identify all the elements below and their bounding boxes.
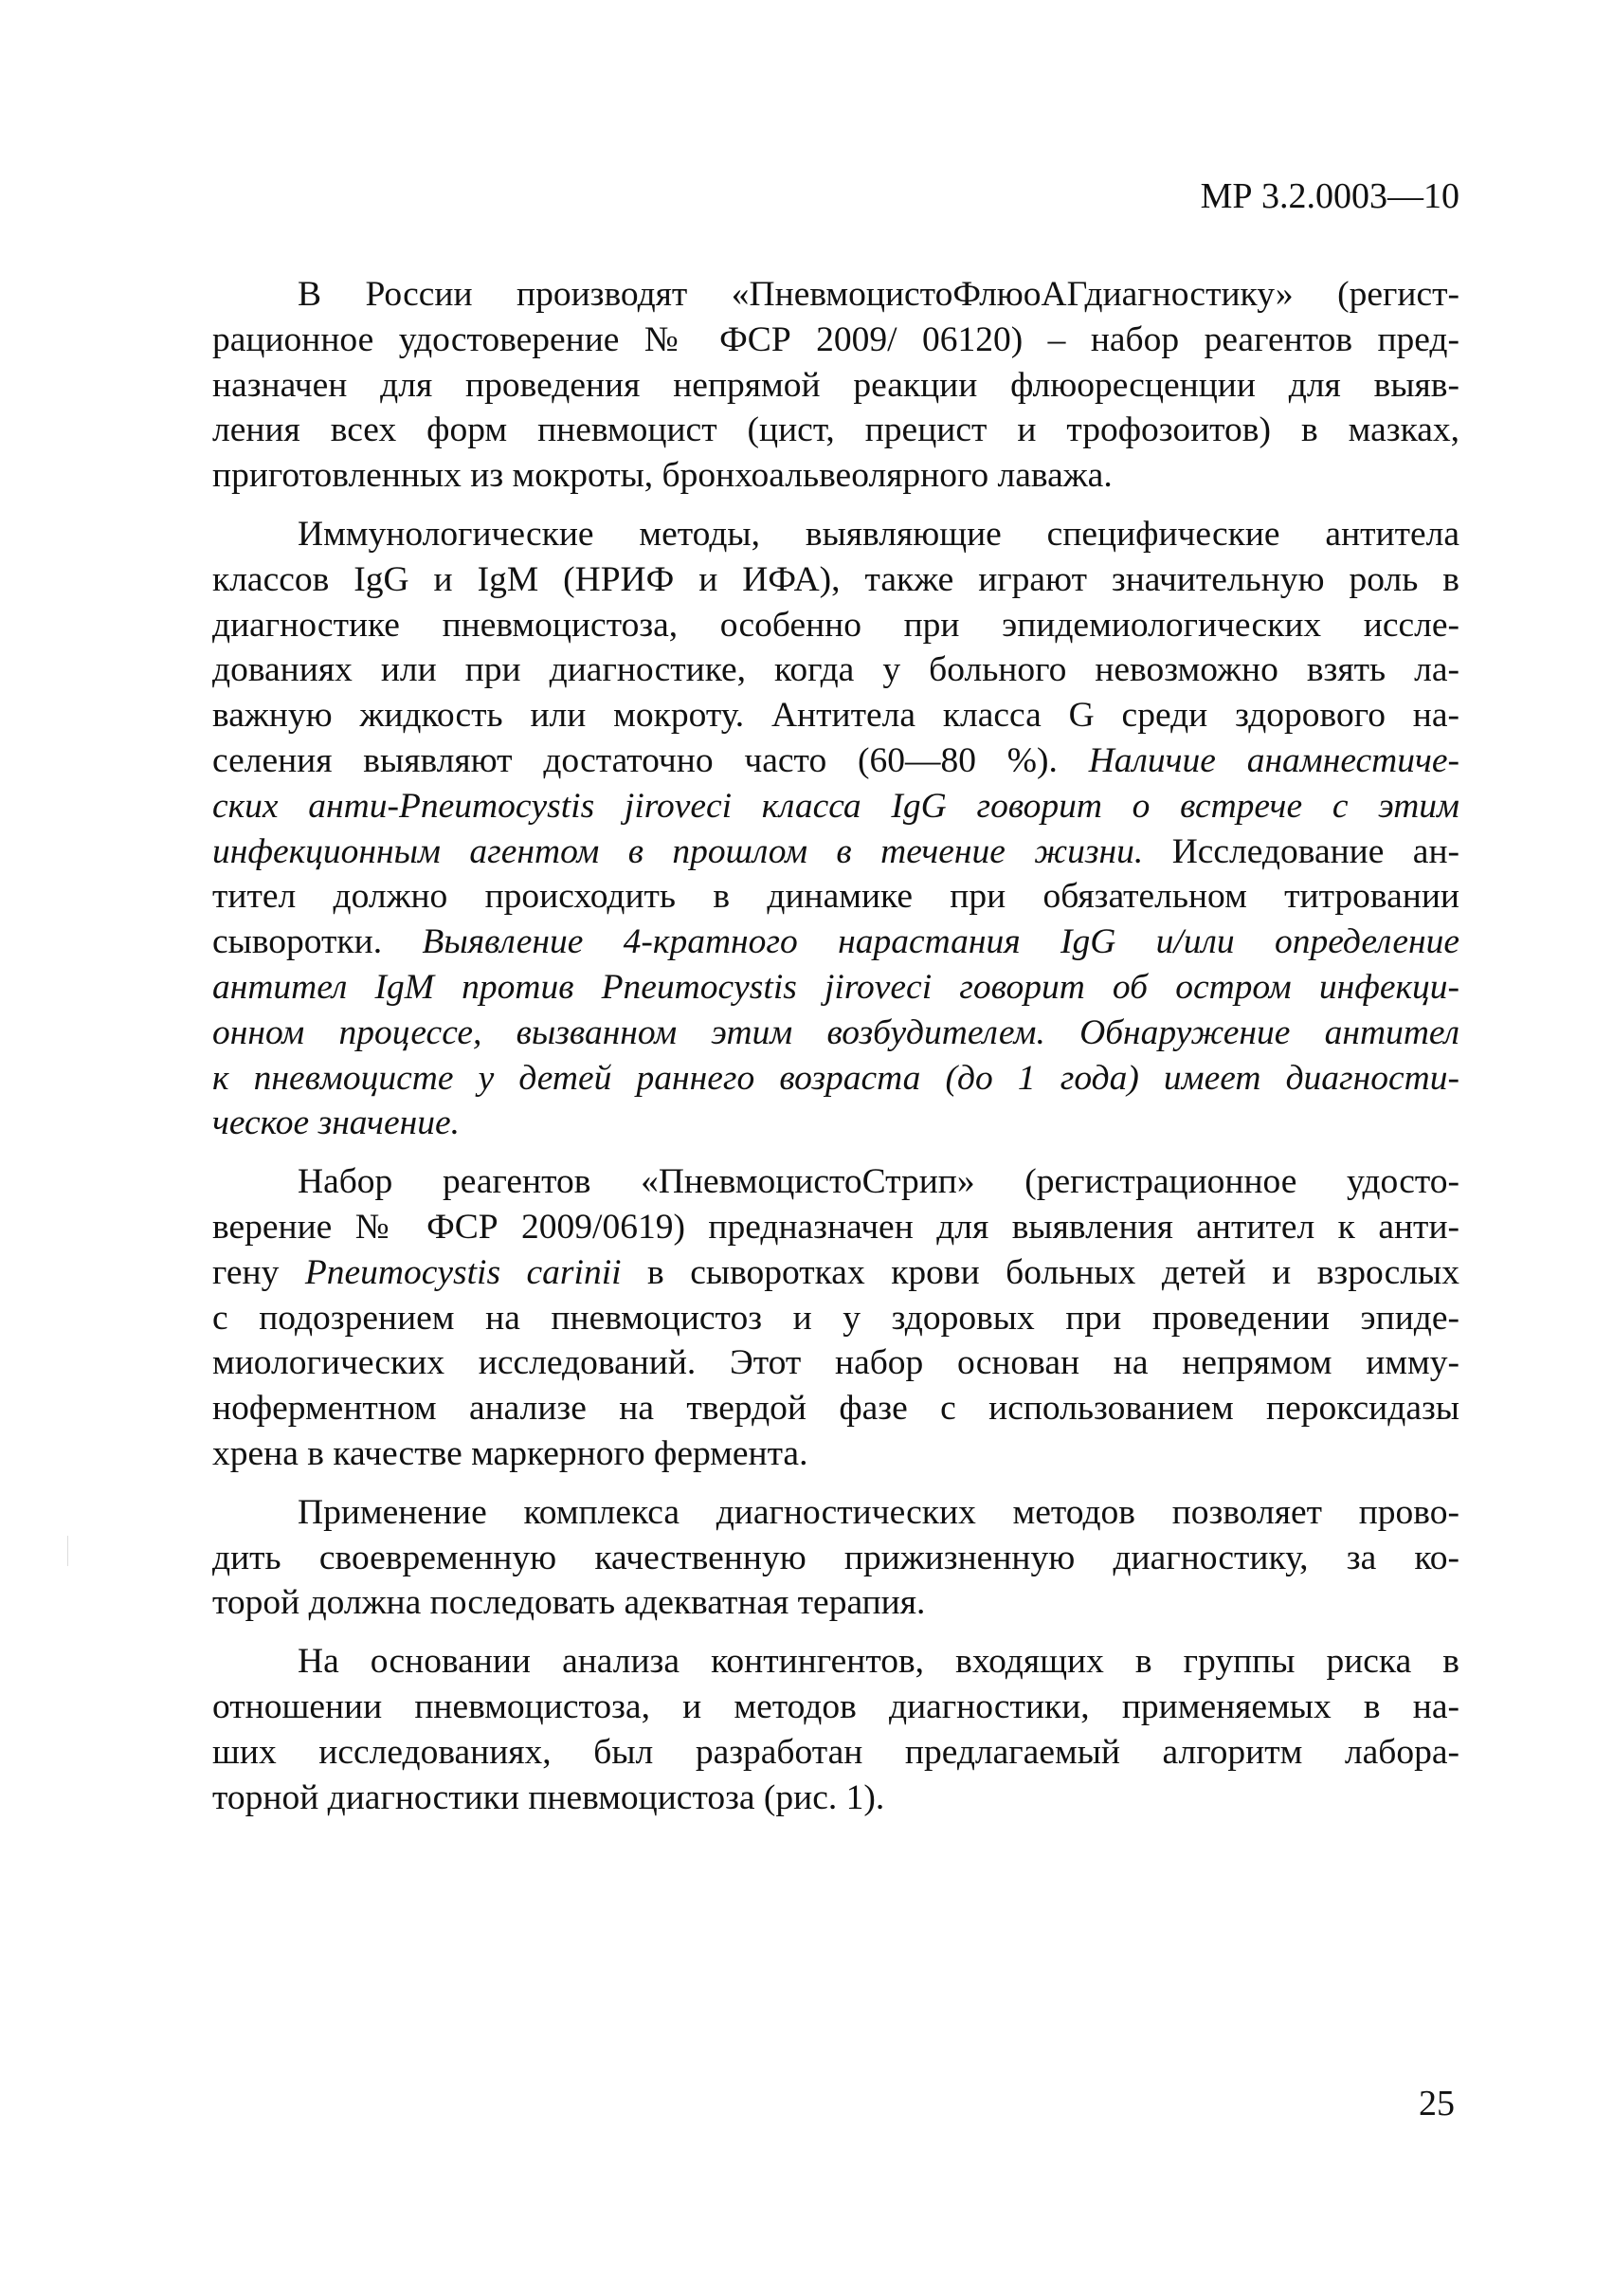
text-span: Иммунологические методы, выявляющие специфические антитела: [298, 514, 1459, 554]
text-line: [212, 1205, 1459, 1250]
text-line: [212, 1776, 1459, 1821]
text-span: дить своевременную качественную прижизненную диагностику, за ко-: [212, 1538, 1459, 1577]
text-span: гену: [212, 1252, 305, 1292]
text-line: [212, 829, 1459, 875]
text-span: Применение комплекса диагностических методов позволяет прово-: [298, 1492, 1459, 1532]
italic-text: инфекционным агентом в прошлом в течение жизни.: [212, 831, 1144, 871]
text-span: торной диагностики пневмоцистоза (рис. 1).: [212, 1777, 885, 1817]
text-span: рационное удостоверение № ФСР 2009/ 06120) – набор реагентов пред-: [212, 319, 1459, 359]
text-line: [212, 603, 1459, 648]
paragraph: [212, 1639, 1459, 1820]
text-line: [212, 874, 1459, 920]
text-line: [212, 1296, 1459, 1341]
italic-text: ческое значение.: [212, 1103, 460, 1143]
paragraph-gap: [212, 1626, 1459, 1639]
italic-text: антител IgM против Pneumocystis jirovеci говорит об остром инфекци-: [212, 967, 1459, 1007]
text-line: [212, 318, 1459, 363]
text-line: [212, 1536, 1459, 1581]
text-span: миологических исследований. Этот набор основан на непрямом имму-: [212, 1343, 1459, 1383]
italic-text: к пневмоцисте у детей раннего возраста (до 1 года) имеет диагности-: [212, 1058, 1459, 1098]
text-span: отношении пневмоцистоза, и методов диагностики, применяемых в на-: [212, 1686, 1459, 1726]
text-span: диагностике пневмоцистоза, особенно при эпидемиологических иссле-: [212, 605, 1459, 645]
paragraph-gap: [212, 499, 1459, 512]
text-span: Исследование ан-: [1143, 831, 1459, 871]
text-line: [212, 557, 1459, 603]
text-line: [212, 363, 1459, 409]
text-line: [212, 1340, 1459, 1386]
text-line: [212, 965, 1459, 1011]
italic-text: Выявление 4-кратного нарастания IgG и/или определение: [422, 922, 1459, 962]
italic-text: онном процессе, вызванном этим возбудителем. Обнаружение антител: [212, 1012, 1459, 1052]
text-span: сыворотки.: [212, 922, 423, 962]
paragraph-gap: [212, 1146, 1459, 1159]
document-code: МР 3.2.0003—10: [1200, 176, 1459, 216]
text-span: с подозрением на пневмоцистоз и у здоровых при проведении эпиде-: [212, 1298, 1459, 1338]
text-line: [212, 784, 1459, 829]
text-line: [212, 647, 1459, 693]
text-span: приготовленных из мокроты, бронхоальвеолярного лаважа.: [212, 456, 1113, 496]
text-line: [212, 1730, 1459, 1776]
text-line: [212, 272, 1459, 318]
text-span: назначен для проведения непрямой реакции флюоресценции для выяв-: [212, 365, 1459, 405]
paragraph: [212, 1159, 1459, 1477]
text-span: тител должно происходить в динамике при обязательном титровании: [212, 877, 1459, 917]
text-span: селения выявляют достаточно часто (60—80 %).: [212, 740, 1089, 780]
paragraph: [212, 272, 1459, 499]
text-line: [212, 512, 1459, 557]
text-span: дованиях или при диагностике, когда у больного невозможно взять ла-: [212, 650, 1459, 690]
text-line: [212, 1490, 1459, 1536]
document-body: [212, 272, 1459, 1820]
paragraph: [212, 1490, 1459, 1626]
text-line: [212, 453, 1459, 499]
text-line: [212, 1639, 1459, 1685]
text-line: [212, 1101, 1459, 1146]
text-line: [212, 738, 1459, 784]
text-span: ших исследованиях, был разработан предлагаемый алгоритм лабора-: [212, 1732, 1459, 1772]
text-line: [212, 1056, 1459, 1102]
text-span: ноферментном анализе на твердой фазе с использованием пероксидазы: [212, 1389, 1459, 1429]
text-span: верение № ФСР 2009/0619) предназначен для выявления антител к анти-: [212, 1207, 1459, 1247]
text-line: [212, 1580, 1459, 1626]
text-line: [212, 1431, 1459, 1477]
text-span: Набор реагентов «ПневмоцистоСтрип» (регистрационное удосто-: [298, 1162, 1459, 1202]
text-line: [212, 1685, 1459, 1730]
scan-artifact: [67, 1536, 68, 1566]
text-span: классов IgG и IgM (НРИФ и ИФА), также играют значительную роль в: [212, 559, 1459, 599]
italic-text: Наличие анамнестиче-: [1088, 740, 1459, 780]
text-span: важную жидкость или мокроту. Антитела класса G среди здорового на-: [212, 696, 1459, 736]
text-span: В России производят «ПневмоцистоФлюоАГдиагностику» (регист-: [298, 275, 1459, 314]
italic-text: Pneumocystis carinii: [304, 1252, 622, 1292]
italic-text: ских анти-Pneumocystis jirovеci класса IgG говорит о встрече с этим: [212, 786, 1459, 826]
text-line: [212, 920, 1459, 965]
text-line: [212, 408, 1459, 453]
text-span: ления всех форм пневмоцист (цист, прецист и трофозоитов) в мазках,: [212, 410, 1459, 450]
text-span: в сыворотках крови больных детей и взрослых: [621, 1252, 1459, 1292]
text-line: [212, 1386, 1459, 1431]
text-span: На основании анализа контингентов, входящих в группы риска в: [298, 1642, 1459, 1682]
text-span: хрена в качестве маркерного фермента.: [212, 1433, 808, 1473]
paragraph: [212, 512, 1459, 1146]
text-line: [212, 1159, 1459, 1205]
page-number: 25: [1419, 2084, 1455, 2123]
text-line: [212, 693, 1459, 738]
text-span: торой должна последовать адекватная терапия.: [212, 1583, 926, 1623]
paragraph-gap: [212, 1477, 1459, 1490]
text-line: [212, 1250, 1459, 1296]
text-line: [212, 1011, 1459, 1056]
